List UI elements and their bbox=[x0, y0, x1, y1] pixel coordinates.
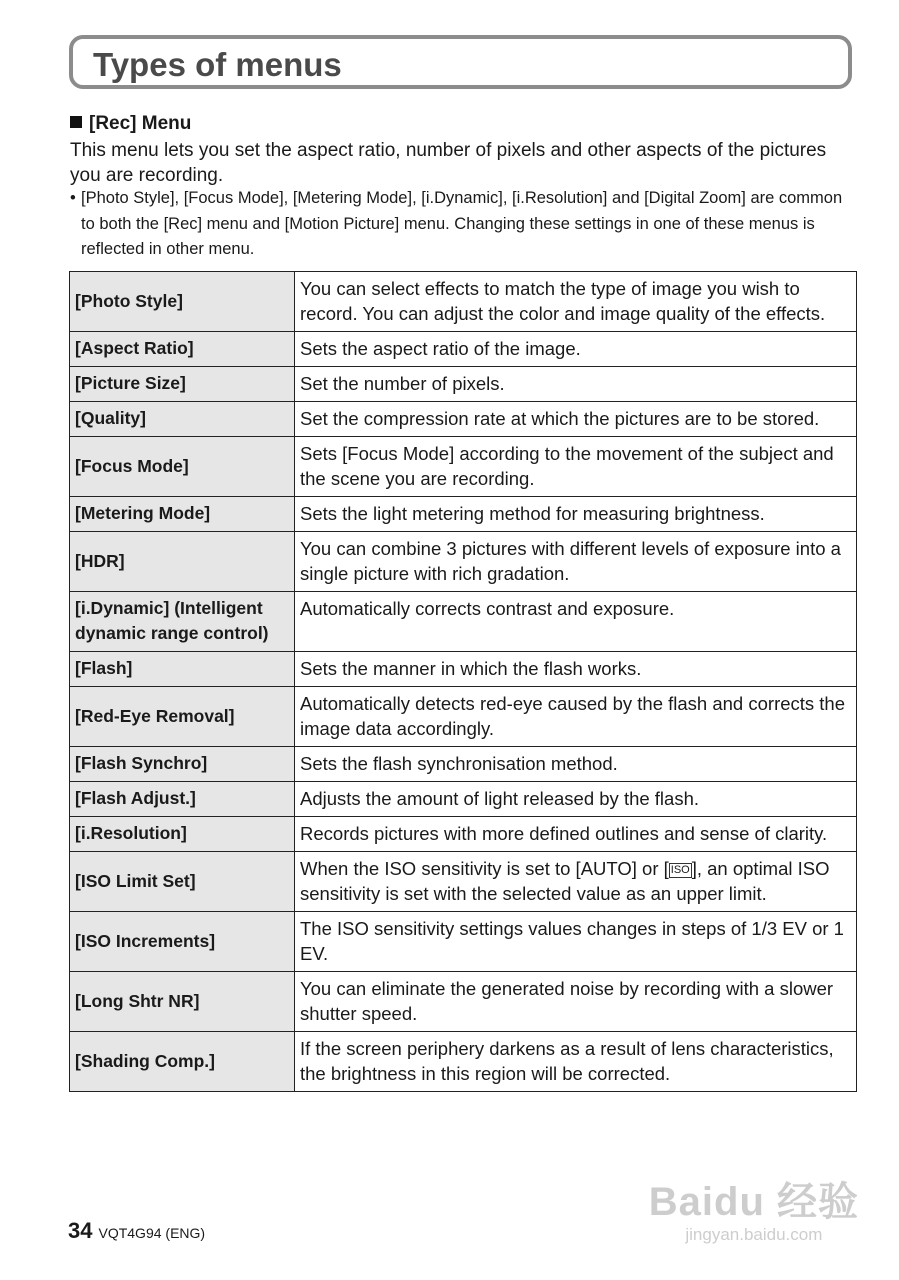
section-heading-text: [Rec] Menu bbox=[89, 113, 192, 134]
section-heading bbox=[70, 113, 191, 135]
menu-item-name: [Flash] bbox=[70, 652, 295, 687]
table-row bbox=[70, 532, 857, 592]
menu-item-name: [Focus Mode] bbox=[70, 437, 295, 497]
table-row bbox=[70, 687, 857, 747]
menu-item-description: You can combine 3 pictures with different levels of exposure into a single picture with rich gradation. bbox=[295, 532, 857, 592]
menu-item-name: [i.Dynamic] (Intelligent dynamic range control) bbox=[70, 592, 295, 652]
section-note-text: [Photo Style], [Focus Mode], [Metering Mode], [i.Dynamic], [i.Resolution] and [Digital Zoom] are common to both the [Rec] menu and [Motion Picture] menu. Changing these settings in one of these menus is reflected in other menu. bbox=[81, 189, 843, 258]
menu-item-name: [Metering Mode] bbox=[70, 497, 295, 532]
table-row bbox=[70, 817, 857, 852]
menu-item-name: [ISO Increments] bbox=[70, 912, 295, 972]
menu-item-description: Set the compression rate at which the pictures are to be stored. bbox=[295, 402, 857, 437]
menu-item-name: [Photo Style] bbox=[70, 272, 295, 332]
menu-item-name: [Aspect Ratio] bbox=[70, 332, 295, 367]
baidu-watermark bbox=[649, 1170, 859, 1245]
iso-desc-after: ], an optimal ISO sensitivity is set with the selected value as an upper limit. bbox=[300, 858, 830, 904]
menu-item-name: [Long Shtr NR] bbox=[70, 972, 295, 1032]
menu-item-description: Sets the light metering method for measuring brightness. bbox=[295, 497, 857, 532]
table-row bbox=[70, 497, 857, 532]
menu-item-name: [Flash Adjust.] bbox=[70, 782, 295, 817]
menu-item-description: Automatically detects red-eye caused by the flash and corrects the image data accordingly. bbox=[295, 687, 857, 747]
watermark-main: Baidu 经验 bbox=[648, 1180, 859, 1224]
menu-item-name: [i.Resolution] bbox=[70, 817, 295, 852]
page-title-box bbox=[69, 35, 852, 89]
page-title: Types of menus bbox=[93, 46, 342, 83]
menu-item-name: [Picture Size] bbox=[70, 367, 295, 402]
menu-item-description: Sets [Focus Mode] according to the movement of the subject and the scene you are recording. bbox=[295, 437, 857, 497]
table-row bbox=[70, 402, 857, 437]
intelligent-iso-icon: ISO bbox=[670, 864, 690, 876]
menu-item-description: The ISO sensitivity settings values changes in steps of 1/3 EV or 1 EV. bbox=[295, 912, 857, 972]
menu-item-name: [HDR] bbox=[70, 532, 295, 592]
menu-item-description: Records pictures with more defined outlines and sense of clarity. bbox=[295, 817, 857, 852]
menu-item-description: You can select effects to match the type of image you wish to record. You can adjust the color and image quality of the effects. bbox=[295, 272, 857, 332]
menu-item-name: [Quality] bbox=[70, 402, 295, 437]
table-row bbox=[70, 972, 857, 1032]
bullet-icon: • bbox=[70, 189, 76, 207]
menu-item-name: [Shading Comp.] bbox=[70, 1032, 295, 1092]
rec-menu-table bbox=[69, 271, 857, 1092]
menu-item-description: Adjusts the amount of light released by the flash. bbox=[295, 782, 857, 817]
menu-item-description bbox=[295, 852, 857, 912]
page-number: 34 bbox=[68, 1218, 93, 1243]
menu-item-description: Automatically corrects contrast and exposure. bbox=[295, 592, 857, 652]
table-row bbox=[70, 367, 857, 402]
table-row bbox=[70, 782, 857, 817]
iso-desc-before: When the ISO sensitivity is set to [AUTO] or [ bbox=[300, 858, 669, 879]
section-note bbox=[70, 186, 860, 263]
menu-item-description: Sets the manner in which the flash works. bbox=[295, 652, 857, 687]
table-row bbox=[70, 652, 857, 687]
square-bullet-icon bbox=[70, 116, 82, 128]
menu-item-description: If the screen periphery darkens as a result of lens characteristics, the brightness in this region will be corrected. bbox=[295, 1032, 857, 1092]
table-row bbox=[70, 852, 857, 912]
table-row bbox=[70, 747, 857, 782]
menu-item-name: [ISO Limit Set] bbox=[70, 852, 295, 912]
page-footer bbox=[68, 1218, 205, 1244]
menu-item-name: [Red-Eye Removal] bbox=[70, 687, 295, 747]
table-row bbox=[70, 592, 857, 652]
table-row bbox=[70, 1032, 857, 1092]
menu-item-description: Set the number of pixels. bbox=[295, 367, 857, 402]
menu-item-description: You can eliminate the generated noise by recording with a slower shutter speed. bbox=[295, 972, 857, 1032]
doc-code: VQT4G94 (ENG) bbox=[98, 1225, 206, 1241]
table-row bbox=[70, 272, 857, 332]
menu-item-name: [Flash Synchro] bbox=[70, 747, 295, 782]
table-row bbox=[70, 332, 857, 367]
menu-item-description: Sets the flash synchronisation method. bbox=[295, 747, 857, 782]
watermark-sub: jingyan.baidu.com bbox=[685, 1225, 823, 1244]
section-intro: This menu lets you set the aspect ratio, number of pixels and other aspects of the pictures you are recording. bbox=[70, 140, 827, 186]
table-row bbox=[70, 912, 857, 972]
menu-item-description: Sets the aspect ratio of the image. bbox=[295, 332, 857, 367]
table-row bbox=[70, 437, 857, 497]
